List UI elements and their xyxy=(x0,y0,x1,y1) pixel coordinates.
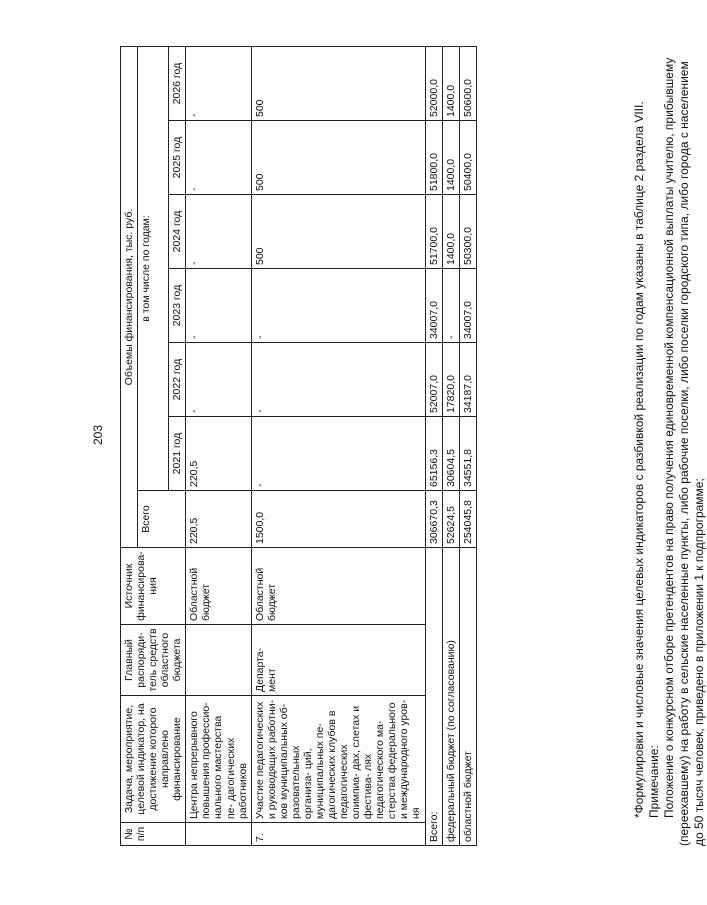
summary-row xyxy=(459,47,476,846)
row-year-value: - xyxy=(251,417,425,491)
row-num xyxy=(186,823,251,846)
summary-year-value: - xyxy=(442,269,459,343)
row-year-value: 500 xyxy=(251,121,425,195)
row-year-value: - xyxy=(186,195,251,269)
summary-year-value: 1400,0 xyxy=(442,121,459,195)
footnote: *Формулировки и числовые значения целевых индикаторов с разбивкой реализации по годам указаны в таблице 2 раздела VIII. xyxy=(632,101,646,818)
row-source: Областной бюджет xyxy=(251,548,425,625)
summary-year-value: 52007,0 xyxy=(425,343,442,417)
row-num: 7. xyxy=(251,823,425,846)
summary-year-value: 34187,0 xyxy=(459,343,476,417)
header-year: 2026 год xyxy=(169,47,186,121)
row-year-value: 500 xyxy=(251,47,425,121)
summary-year-value: 30604,5 xyxy=(442,417,459,491)
header-year: 2022 год xyxy=(169,343,186,417)
summary-row xyxy=(442,47,459,846)
row-year-value: - xyxy=(186,269,251,343)
row-year-value: - xyxy=(186,343,251,417)
table-row xyxy=(186,47,251,846)
summary-year-value: 51700,0 xyxy=(425,195,442,269)
row-admin: Департа- мент xyxy=(251,625,425,696)
header-year: 2024 год xyxy=(169,195,186,269)
row-total: 1500,0 xyxy=(251,491,425,548)
row-year-value: - xyxy=(186,121,251,195)
note-text: Положение о конкурсном отборе претендентов на право получения единовременной компенсационной выплаты учителю, прибывшему (переехавшему) на работу в сельские населенные пункты, либо рабочие поселки, либо поселки городского типа, либо города с населением до 50 тысяч человек, приведено в приложении 1 к подпрограмме; xyxy=(662,57,706,846)
header-year: 2025 год xyxy=(169,121,186,195)
row-total: 220,5 xyxy=(186,491,251,548)
summary-year-value: 1400,0 xyxy=(442,195,459,269)
summary-year-value: 50300,0 xyxy=(459,195,476,269)
page-number: 203 xyxy=(91,424,106,446)
summary-total: 254045,8 xyxy=(459,491,476,548)
header-volumes: Объемы финансирования, тыс. руб. xyxy=(121,47,138,548)
header-total: Всего xyxy=(138,491,186,548)
header-year: 2023 год xyxy=(169,269,186,343)
summary-year-value: 34007,0 xyxy=(459,269,476,343)
row-year-value: - xyxy=(251,269,425,343)
row-year-value: - xyxy=(251,343,425,417)
rotated-content xyxy=(120,46,706,846)
summary-label: Всего: xyxy=(425,548,442,846)
table-row xyxy=(251,47,425,846)
summary-year-value: 1400,0 xyxy=(442,47,459,121)
note-title: Примечание: xyxy=(647,745,661,818)
header-source: Источник финансирова- ния xyxy=(121,548,186,625)
summary-year-value: 17820,0 xyxy=(442,343,459,417)
summary-year-value: 65156,3 xyxy=(425,417,442,491)
summary-year-value: 52000,0 xyxy=(425,47,442,121)
summary-total: 306670,3 xyxy=(425,491,442,548)
summary-label: федеральный бюджет (по согласованию) xyxy=(442,548,459,846)
summary-year-value: 34551,8 xyxy=(459,417,476,491)
financing-table xyxy=(120,46,477,846)
summary-year-value: 34007,0 xyxy=(425,269,442,343)
summary-total: 52624,5 xyxy=(442,491,459,548)
header-num: № п/п xyxy=(121,823,186,846)
row-admin xyxy=(186,625,251,696)
row-year-value: - xyxy=(186,47,251,121)
summary-row xyxy=(425,47,442,846)
header-year: 2021 год xyxy=(169,417,186,491)
summary-label: областной бюджет xyxy=(459,548,476,846)
header-task: Задача, мероприятие, целевой индикатор, на достижение которого направлено финансирование xyxy=(121,696,186,823)
row-year-value: 500 xyxy=(251,195,425,269)
summary-year-value: 50400,0 xyxy=(459,121,476,195)
row-task: Участие педагогических и руководящих работни- ков муниципальных об- разовательных организа- ций, муниципальных пе- дагогических клубов в педагогических олимпиа- дах, слетах и фестива- лях педагогического ма- стерства федерального и международного уров- ня xyxy=(251,696,425,823)
header-by-years: в том числе по годам: xyxy=(138,47,169,491)
notes-block xyxy=(632,46,707,846)
row-year-value: 220,5 xyxy=(186,417,251,491)
summary-year-value: 50600,0 xyxy=(459,47,476,121)
row-task: Центра непрерывного повышения профессио- нального мастерства пе- дагогических работников xyxy=(186,696,251,823)
header-admin: Главный распоряди- тель средств областного бюджета xyxy=(121,625,186,696)
summary-year-value: 51800,0 xyxy=(425,121,442,195)
row-source: Областной бюджет xyxy=(186,548,251,625)
